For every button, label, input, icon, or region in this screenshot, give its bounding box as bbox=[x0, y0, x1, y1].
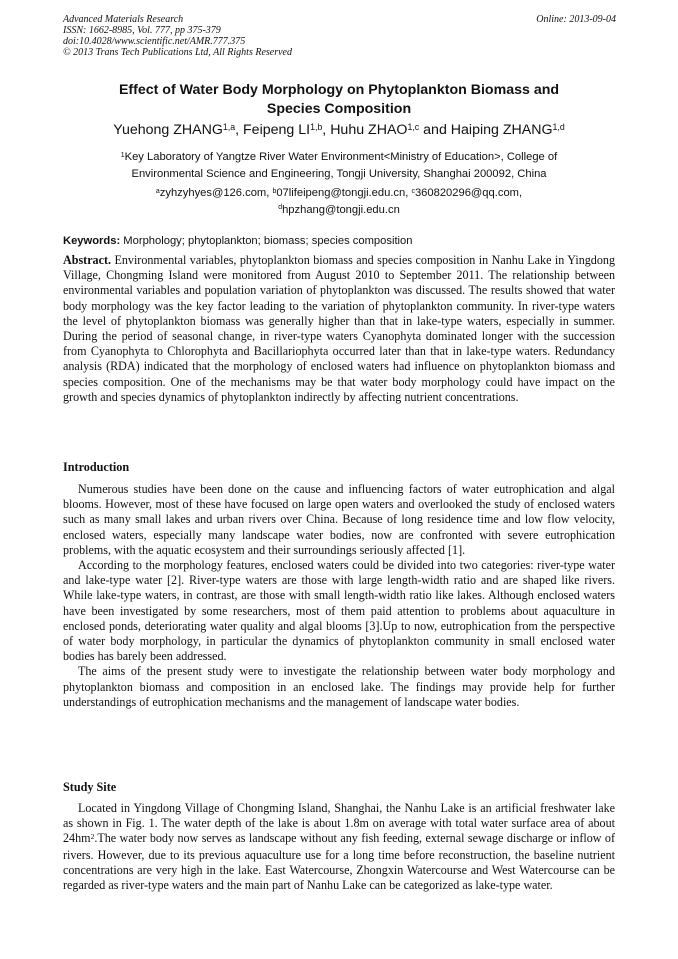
introduction-heading: Introduction bbox=[63, 460, 130, 474]
paragraph: Numerous studies have been done on the cause and influencing factors of water eutrophication and algal blooms. However, most of these have focused on large open waters and overlooked the study of enclosed waters such as many small lakes and urban rivers over China. Because of long residence time and low flow velocity, enclosed waters, especially many landscape water bodies, now are confronted with severe eutrophication problems, with the aquatic ecosystem and their surroundings seriously affected [1]. bbox=[63, 482, 615, 557]
author-list bbox=[60, 121, 618, 140]
author-name: Yuehong ZHANG bbox=[113, 122, 223, 138]
study-site-body bbox=[63, 801, 615, 893]
paragraph: According to the morphology features, enclosed waters could be divided into two categories: river-type water and lake-type water [2]. River-type waters are those with large length-width ratio and are shaped like rivers. While lake-type waters, in contrast, are those with small length-width ratio like lakes. Although enclosed waters have been investigated by some researchers, most of them paid attention to problems about aquaculture in enclosed ponds, deteriorating water quality and algal blooms [3].Up to now, eutrophication from the perspective of water body morphology, in particular the dynamics of phytoplankton community in small enclosed water bodies has barely been addressed. bbox=[63, 558, 615, 664]
keywords-label: Keywords: bbox=[63, 235, 121, 247]
online-date: Online: 2013-09-04 bbox=[536, 14, 616, 25]
email-a: zyhzyhyes@126.com, bbox=[159, 187, 273, 199]
affiliation-mark: 1 bbox=[120, 151, 125, 159]
affiliation-line-2: Environmental Science and Engineering, Tongji University, Shanghai 200092, China bbox=[131, 167, 547, 180]
study-site-heading: Study Site bbox=[63, 780, 117, 794]
author-affil-mark: 1,c bbox=[407, 122, 420, 133]
email-line-1 bbox=[60, 186, 618, 203]
paragraph bbox=[63, 801, 615, 893]
issn-line: ISSN: 1662-8985, Vol. 777, pp 375-379 bbox=[63, 25, 221, 36]
email-mark: a bbox=[155, 187, 160, 195]
journal-name: Advanced Materials Research bbox=[63, 14, 184, 25]
author-emails bbox=[60, 186, 618, 219]
author-name: Haiping ZHANG bbox=[450, 122, 553, 138]
affiliation-text: Key Laboratory of Yangtze River Water Environment<Ministry of Education>, College of bbox=[124, 151, 558, 163]
email-mark: d bbox=[278, 204, 283, 212]
copyright-line: © 2013 Trans Tech Publications Ltd, All Rights Reserved bbox=[63, 47, 292, 58]
author-separator: , bbox=[235, 122, 244, 138]
title-line-2: Species Composition bbox=[266, 101, 412, 117]
email-line-2 bbox=[60, 203, 618, 220]
title-line-1: Effect of Water Body Morphology on Phytoplankton Biomass and bbox=[118, 82, 560, 98]
paragraph-text: .The water body now serves as landscape without any fish feeding, external sewage discharge or inflow of rivers. However, due to its previous aquaculture use for a long time before reconstruction, the baseline nutrient concentrations are very high in the lake. East Watercourse, Zhongxin Watercourse and West Watercourse can be regarded as river-type waters and the main part of Nanhu Lake can be categorized as lake-type water. bbox=[63, 831, 615, 893]
paragraph-text: Located in Yingdong Village of Chongming Island, Shanghai, the Nanhu Lake is an artificial freshwater lake as shown in Fig. 1. The water depth of the lake is about 1.8m on average with total water surface area of about 24hm bbox=[63, 801, 615, 846]
author-name: Feipeng LI bbox=[243, 122, 311, 138]
email-c: 360820296@qq.com, bbox=[414, 187, 523, 199]
author-separator: , bbox=[322, 122, 331, 138]
author-separator: and bbox=[419, 122, 451, 138]
affiliation-line-1 bbox=[60, 150, 618, 167]
author-affil-mark: 1,b bbox=[310, 122, 323, 133]
email-b: 07lifeipeng@tongji.edu.cn, bbox=[276, 187, 412, 199]
email-mark: c bbox=[411, 187, 415, 195]
abstract bbox=[63, 253, 615, 405]
doi-line: doi:10.4028/www.scientific.net/AMR.777.375 bbox=[63, 36, 246, 47]
keywords-text: Morphology; phytoplankton; biomass; species composition bbox=[120, 235, 413, 247]
email-mark: b bbox=[272, 187, 277, 195]
author-affil-mark: 1,a bbox=[222, 122, 236, 133]
journal-header bbox=[63, 14, 292, 58]
superscript: 2 bbox=[90, 832, 95, 842]
email-d: hpzhang@tongji.edu.cn bbox=[282, 203, 400, 216]
abstract-label: Abstract. bbox=[63, 253, 112, 267]
abstract-text: Environmental variables, phytoplankton biomass and species composition in Nanhu Lake in Yingdong Village, Chongming Island were monitored from August 2010 to September 2011. The relationship between environmental variables and population variation of phytoplankton was discussed. The results showed that water body morphology was the key factor leading to the variation of phytoplankton community. In river-type waters the level of phytoplankton biomass was generally higher than that in lake-type waters, especially in summer. During the period of seasonal change, in river-type waters Cyanophyta dominated longer with the succession from Cyanophyta to Chlorophyta and Bacillariophyta occurred later than that in lake-type waters. Redundancy analysis (RDA) indicated that the morphology of enclosed waters had influence on phytoplankton biomass and species composition. One of the mechanisms may be that water body morphology could have impact on the growth and species dynamics of phytoplankton indirectly by affecting nutrient concentrations. bbox=[63, 253, 615, 404]
paragraph: The aims of the present study were to investigate the relationship between water body morphology and phytoplankton biomass and composition in an enclosed lake. The findings may provide help for further understandings of eutrophication mechanisms and the management of landscape water bodies. bbox=[63, 664, 615, 709]
introduction-body bbox=[63, 482, 615, 710]
affiliation bbox=[60, 150, 618, 181]
author-affil-mark: 1,d bbox=[552, 122, 565, 133]
author-name: Huhu ZHAO bbox=[330, 122, 408, 138]
paper-title bbox=[60, 81, 618, 119]
keywords bbox=[63, 235, 412, 247]
